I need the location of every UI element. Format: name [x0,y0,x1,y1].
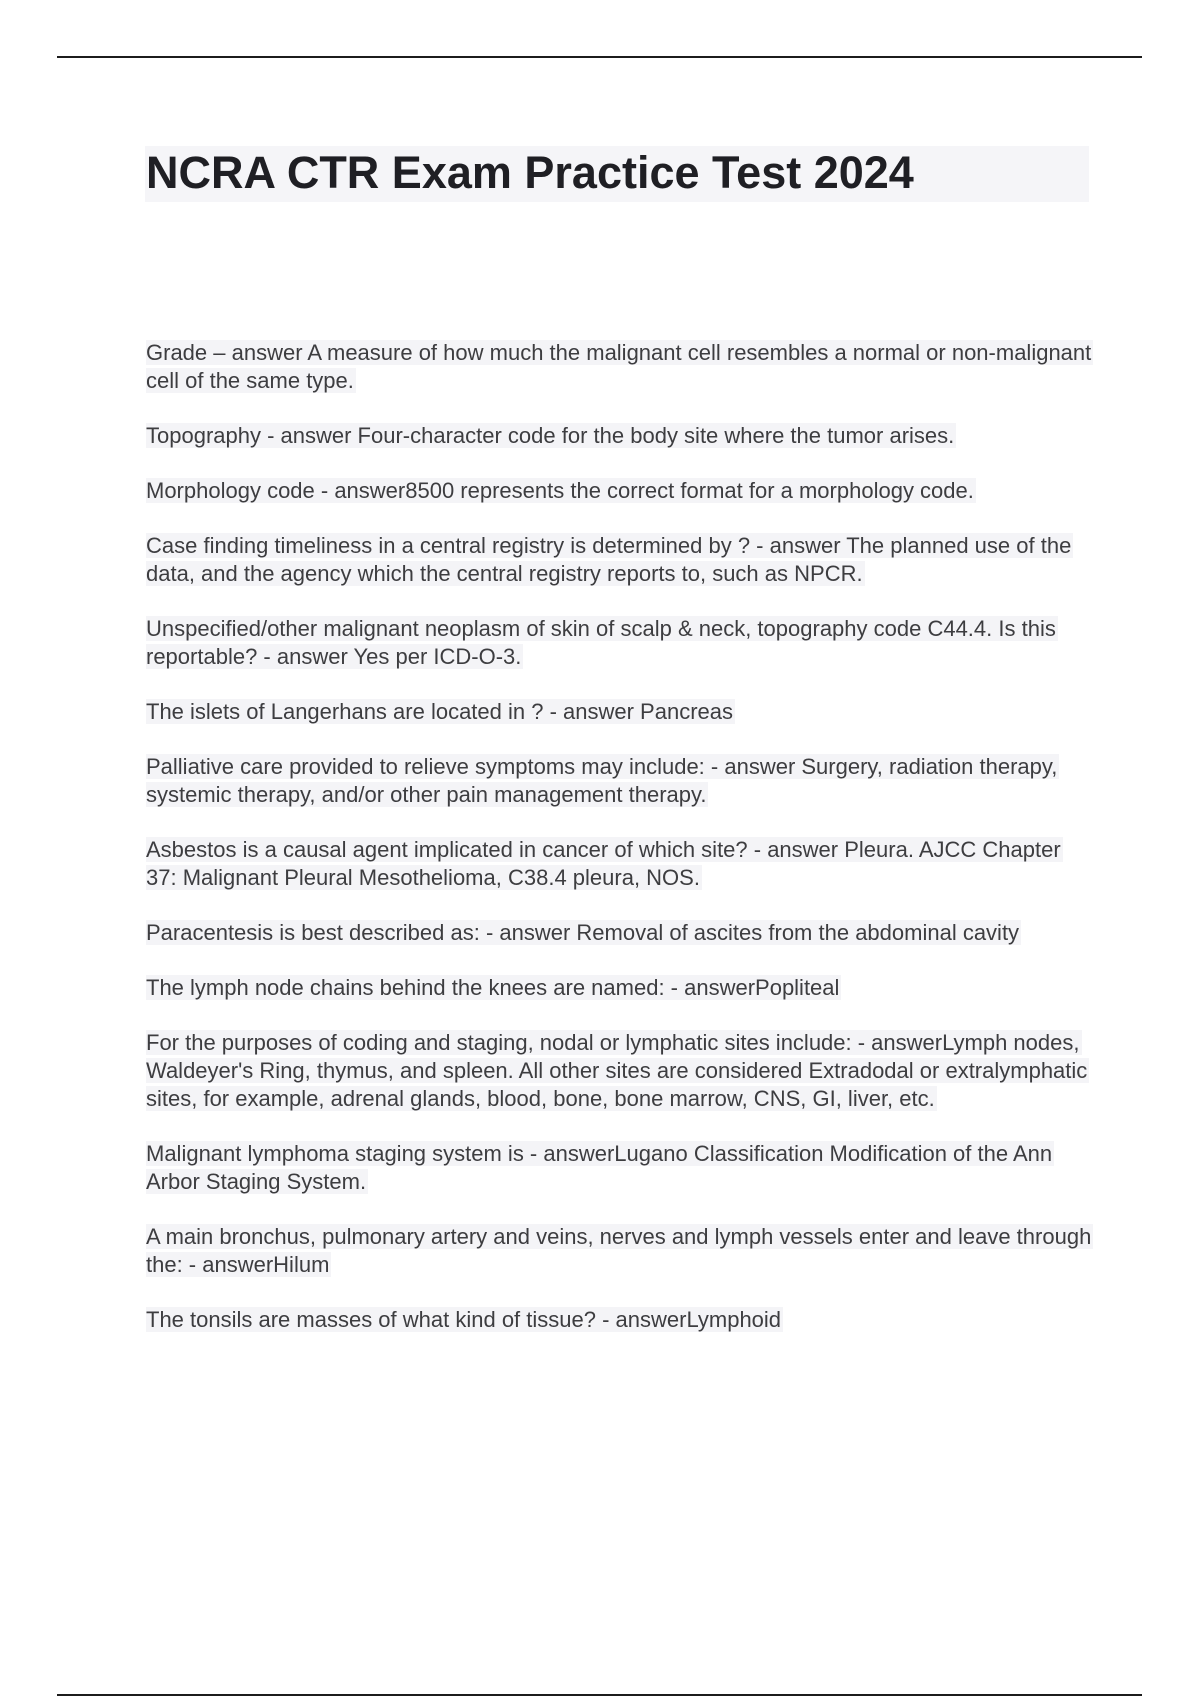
qa-text: Morphology code - answer8500 represents the correct format for a morphology code. [146,478,974,503]
qa-item [146,836,1096,892]
qa-text: A main bronchus, pulmonary artery and veins, nerves and lymph vessels enter and leave through the: - answerHilum [146,1224,1092,1277]
page-title: NCRA CTR Exam Practice Test 2024 [146,147,914,198]
qa-text: For the purposes of coding and staging, nodal or lymphatic sites include: - answerLymph nodes, Waldeyer's Ring, thymus, and spleen. All other sites are considered Extradodal or extralymphatic sites, for example, adrenal glands, blood, bone, bone marrow, CNS, GI, liver, etc. [146,1030,1088,1111]
qa-item [146,1223,1096,1279]
qa-item [146,1140,1096,1196]
qa-text: Asbestos is a causal agent implicated in cancer of which site? - answer Pleura. AJCC Chapter 37: Malignant Pleural Mesothelioma, C38.4 pleura, NOS. [146,837,1061,890]
qa-text: Grade – answer A measure of how much the malignant cell resembles a normal or non-malignant cell of the same type. [146,340,1092,393]
qa-item [146,1306,1096,1334]
qa-text: Unspecified/other malignant neoplasm of skin of scalp & neck, topography code C44.4. Is this reportable? - answer Yes per ICD-O-3. [146,616,1056,669]
top-rule [57,56,1142,58]
qa-item [146,698,1096,726]
qa-text: Palliative care provided to relieve symptoms may include: - answer Surgery, radiation therapy, systemic therapy, and/or other pain management therapy. [146,754,1058,807]
qa-text: Malignant lymphoma staging system is - answerLugano Classification Modification of the Ann Arbor Staging System. [146,1141,1053,1194]
qa-list [146,339,1096,1361]
qa-item [146,974,1096,1002]
qa-item [146,477,1096,505]
qa-text: The islets of Langerhans are located in ? - answer Pancreas [146,699,733,724]
qa-item [146,1029,1096,1113]
qa-text: Case finding timeliness in a central registry is determined by ? - answer The planned use of the data, and the agency which the central registry reports to, such as NPCR. [146,533,1072,586]
qa-item [146,532,1096,588]
qa-text: The tonsils are masses of what kind of tissue? - answerLymphoid [146,1307,782,1332]
qa-text: The lymph node chains behind the knees are named: - answerPopliteal [146,975,840,1000]
qa-item [146,615,1096,671]
qa-item [146,422,1096,450]
qa-text: Paracentesis is best described as: - answer Removal of ascites from the abdominal cavity [146,920,1020,945]
qa-item [146,339,1096,395]
qa-item [146,919,1096,947]
qa-item [146,753,1096,809]
qa-text: Topography - answer Four-character code for the body site where the tumor arises. [146,423,955,448]
bottom-rule [57,1694,1142,1696]
